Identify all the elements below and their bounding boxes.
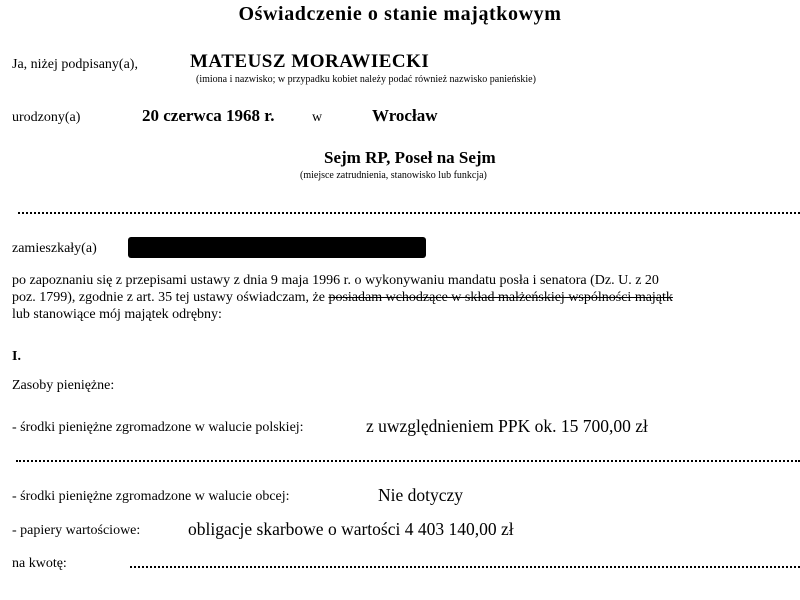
- intro-line-3: lub stanowiące mój majątek odrębny:: [12, 307, 222, 322]
- foreign-funds-value: Nie dotyczy: [378, 485, 464, 505]
- securities-label: - papiery wartościowe:: [12, 523, 141, 538]
- document-title: Oświadczenie o stanie majątkowym: [238, 3, 562, 25]
- declarant-name-hint: (imiona i nazwisko; w przypadku kobiet należy podać również nazwisko panieńskie): [196, 74, 536, 85]
- foreign-funds-label: - środki pieniężne zgromadzone w walucie obcej:: [12, 489, 290, 504]
- redaction-bar: [128, 237, 426, 258]
- employment-hint: (miejsce zatrudnienia, stanowisko lub funkcja): [300, 170, 487, 181]
- pln-dotted-line: [16, 460, 800, 462]
- residence-label: zamieszkały(a): [12, 241, 97, 256]
- amount-label: na kwotę:: [12, 556, 67, 571]
- intro-struck-text: posiadam wchodzące w skład małżeńskiej wspólności majątk: [328, 290, 673, 305]
- intro-line-1: po zapoznaniu się z przepisami ustawy z dnia 9 maja 1996 r. o wykonywaniu mandatu posła i senatora (Dz. U. z 20: [12, 273, 659, 288]
- amount-dotted-line: [130, 566, 800, 568]
- intro-line-2: [12, 289, 673, 306]
- employment-dotted-line: [18, 212, 800, 214]
- securities-value: obligacje skarbowe o wartości 4 403 140,00 zł: [188, 519, 514, 539]
- birth-place: Wrocław: [372, 106, 438, 125]
- intro-line-2-text: poz. 1799), zgodnie z art. 35 tej ustawy oświadczam, że: [12, 290, 329, 305]
- birth-in-label: w: [312, 110, 323, 125]
- section-heading: Zasoby pieniężne:: [12, 378, 115, 393]
- pln-funds-label: - środki pieniężne zgromadzone w walucie polskiej:: [12, 420, 304, 435]
- employment-value: Sejm RP, Poseł na Sejm: [324, 148, 496, 167]
- declarant-label: Ja, niżej podpisany(a),: [12, 57, 138, 72]
- birth-date: 20 czerwca 1968 r.: [142, 106, 275, 125]
- section-number: I.: [12, 349, 21, 364]
- pln-funds-value: z uwzględnieniem PPK ok. 15 700,00 zł: [366, 416, 648, 436]
- declarant-name: MATEUSZ MORAWIECKI: [190, 51, 430, 72]
- birth-label: urodzony(a): [12, 110, 81, 125]
